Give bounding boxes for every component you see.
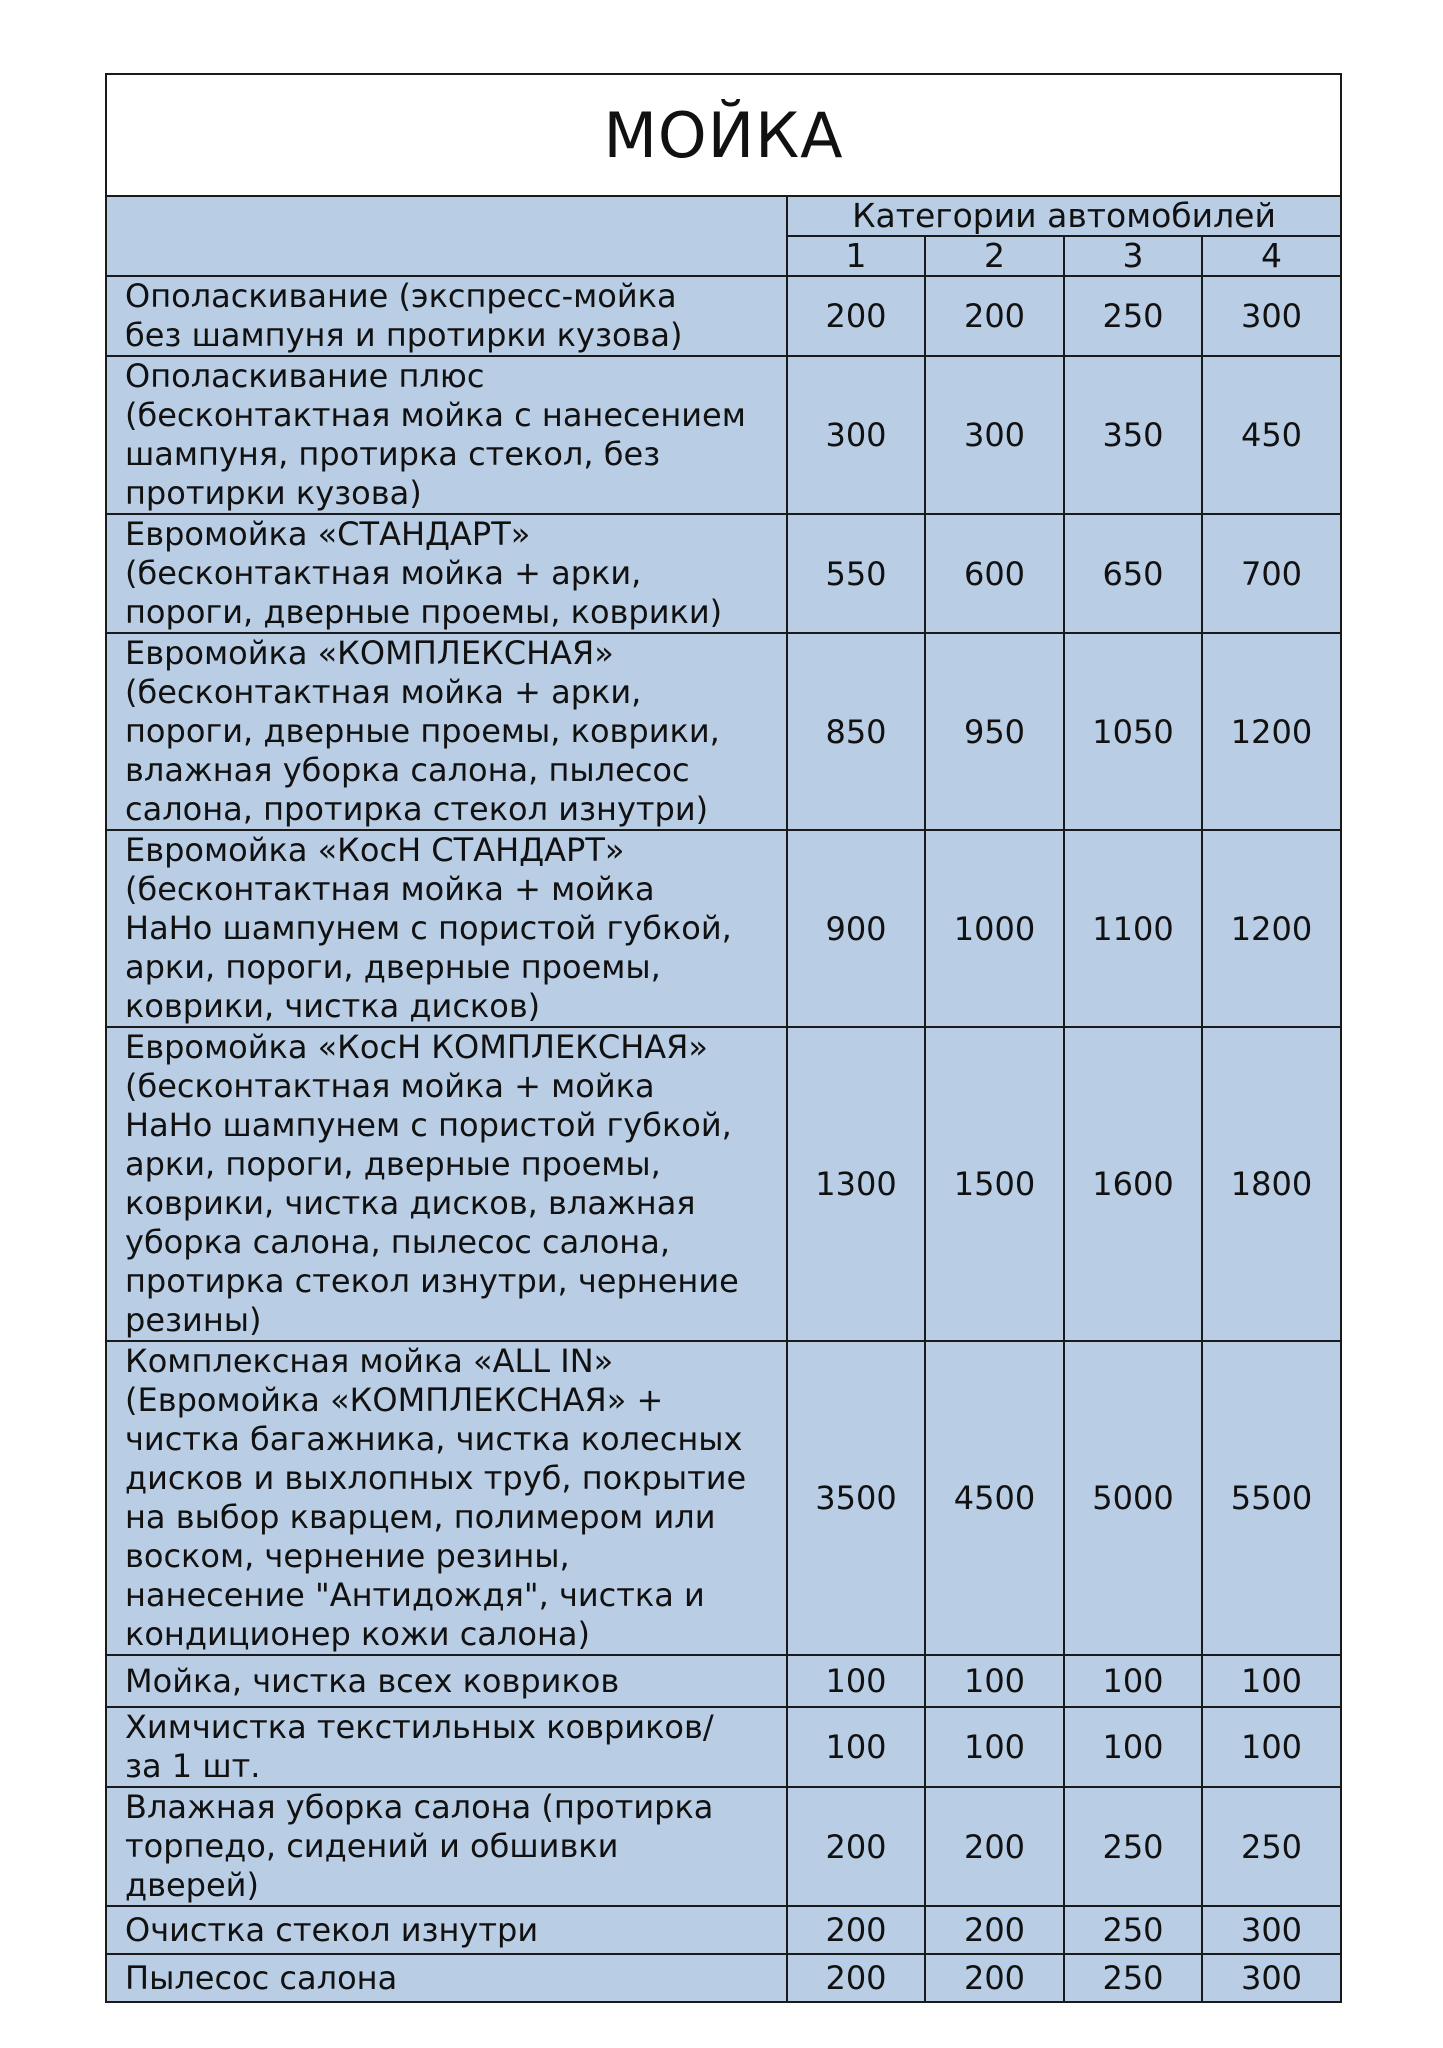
title-row bbox=[106, 74, 1341, 196]
service-name: Очистка стекол изнутри bbox=[106, 1906, 787, 1954]
table-row bbox=[106, 514, 1341, 633]
service-name: Пылесос салона bbox=[106, 1954, 787, 2002]
service-name: Влажная уборка салона (протирка торпедо, сидений и обшивки дверей) bbox=[106, 1787, 787, 1906]
price-category-3: 650 bbox=[1064, 514, 1202, 633]
price-category-1: 100 bbox=[787, 1707, 925, 1787]
service-name: Евромойка «КосН СТАНДАРТ» (бесконтактная мойка + мойка НаНо шампунем с пористой губкой, арки, пороги, дверные проемы, коврики, чистка дисков) bbox=[106, 830, 787, 1027]
price-category-3: 250 bbox=[1064, 1954, 1202, 2002]
price-category-1: 550 bbox=[787, 514, 925, 633]
price-category-1: 200 bbox=[787, 1787, 925, 1906]
price-category-2: 200 bbox=[925, 1906, 1064, 1954]
price-category-4: 100 bbox=[1202, 1707, 1341, 1787]
price-category-4: 300 bbox=[1202, 276, 1341, 356]
price-category-3: 5000 bbox=[1064, 1341, 1202, 1655]
price-category-3: 1050 bbox=[1064, 633, 1202, 830]
price-category-1: 3500 bbox=[787, 1341, 925, 1655]
table-row bbox=[106, 830, 1341, 1027]
category-4-header: 4 bbox=[1202, 236, 1341, 276]
service-name: Ополаскивание плюс (бесконтактная мойка с нанесением шампуня, протирка стекол, без протирки кузова) bbox=[106, 356, 787, 514]
header-row-categories bbox=[106, 196, 1341, 236]
price-category-2: 100 bbox=[925, 1655, 1064, 1707]
price-category-2: 200 bbox=[925, 1787, 1064, 1906]
price-category-4: 450 bbox=[1202, 356, 1341, 514]
price-category-3: 250 bbox=[1064, 1906, 1202, 1954]
category-1-header: 1 bbox=[787, 236, 925, 276]
service-name: Мойка, чистка всех ковриков bbox=[106, 1655, 787, 1707]
table-row bbox=[106, 1906, 1341, 1954]
service-name: Евромойка «СТАНДАРТ» (бесконтактная мойка + арки, пороги, дверные проемы, коврики) bbox=[106, 514, 787, 633]
price-category-2: 1500 bbox=[925, 1027, 1064, 1341]
price-category-2: 950 bbox=[925, 633, 1064, 830]
category-header: Категории автомобилей bbox=[787, 196, 1341, 236]
table-row bbox=[106, 276, 1341, 356]
price-category-2: 1000 bbox=[925, 830, 1064, 1027]
price-category-3: 1600 bbox=[1064, 1027, 1202, 1341]
price-category-4: 700 bbox=[1202, 514, 1341, 633]
price-category-4: 1200 bbox=[1202, 830, 1341, 1027]
table-row bbox=[106, 1707, 1341, 1787]
price-category-1: 1300 bbox=[787, 1027, 925, 1341]
service-name: Ополаскивание (экспресс-мойка без шампуня и протирки кузова) bbox=[106, 276, 787, 356]
header-blank-cell bbox=[106, 196, 787, 276]
price-category-3: 1100 bbox=[1064, 830, 1202, 1027]
price-category-1: 200 bbox=[787, 1906, 925, 1954]
price-category-1: 200 bbox=[787, 276, 925, 356]
table-row bbox=[106, 1341, 1341, 1655]
price-category-2: 200 bbox=[925, 276, 1064, 356]
price-category-1: 850 bbox=[787, 633, 925, 830]
table-row bbox=[106, 1027, 1341, 1341]
price-category-2: 4500 bbox=[925, 1341, 1064, 1655]
price-category-3: 250 bbox=[1064, 1787, 1202, 1906]
price-category-4: 300 bbox=[1202, 1954, 1341, 2002]
price-category-3: 100 bbox=[1064, 1655, 1202, 1707]
page-title: МОЙКА bbox=[106, 74, 1341, 196]
price-category-4: 100 bbox=[1202, 1655, 1341, 1707]
price-category-3: 100 bbox=[1064, 1707, 1202, 1787]
table-row bbox=[106, 1655, 1341, 1707]
price-category-4: 1200 bbox=[1202, 633, 1341, 830]
service-name: Евромойка «КОМПЛЕКСНАЯ» (бесконтактная мойка + арки, пороги, дверные проемы, коврики, влажная уборка салона, пылесос салона, протирка стекол изнутри) bbox=[106, 633, 787, 830]
price-category-1: 100 bbox=[787, 1655, 925, 1707]
price-category-1: 200 bbox=[787, 1954, 925, 2002]
category-3-header: 3 bbox=[1064, 236, 1202, 276]
price-category-1: 900 bbox=[787, 830, 925, 1027]
price-category-3: 250 bbox=[1064, 276, 1202, 356]
table-row bbox=[106, 1787, 1341, 1906]
price-category-2: 600 bbox=[925, 514, 1064, 633]
price-table bbox=[105, 73, 1342, 2003]
price-category-3: 350 bbox=[1064, 356, 1202, 514]
price-category-4: 300 bbox=[1202, 1906, 1341, 1954]
price-category-4: 5500 bbox=[1202, 1341, 1341, 1655]
table-row bbox=[106, 356, 1341, 514]
service-name: Комплексная мойка «ALL IN» (Евромойка «КОМПЛЕКСНАЯ» + чистка багажника, чистка колесных дисков и выхлопных труб, покрытие на выбор кварцем, полимером или воском, чернение резины, нанесение "Антидождя", чистка и кондиционер кожи салона) bbox=[106, 1341, 787, 1655]
category-2-header: 2 bbox=[925, 236, 1064, 276]
price-category-2: 200 bbox=[925, 1954, 1064, 2002]
price-category-4: 250 bbox=[1202, 1787, 1341, 1906]
table-row bbox=[106, 1954, 1341, 2002]
price-category-1: 300 bbox=[787, 356, 925, 514]
service-name: Евромойка «КосН КОМПЛЕКСНАЯ» (бесконтактная мойка + мойка НаНо шампунем с пористой губкой, арки, пороги, дверные проемы, коврики, чистка дисков, влажная уборка салона, пылесос салона, протирка стекол изнутри, чернение резины) bbox=[106, 1027, 787, 1341]
price-category-2: 300 bbox=[925, 356, 1064, 514]
price-category-4: 1800 bbox=[1202, 1027, 1341, 1341]
service-name: Химчистка текстильных ковриков/ за 1 шт. bbox=[106, 1707, 787, 1787]
table-row bbox=[106, 633, 1341, 830]
price-category-2: 100 bbox=[925, 1707, 1064, 1787]
